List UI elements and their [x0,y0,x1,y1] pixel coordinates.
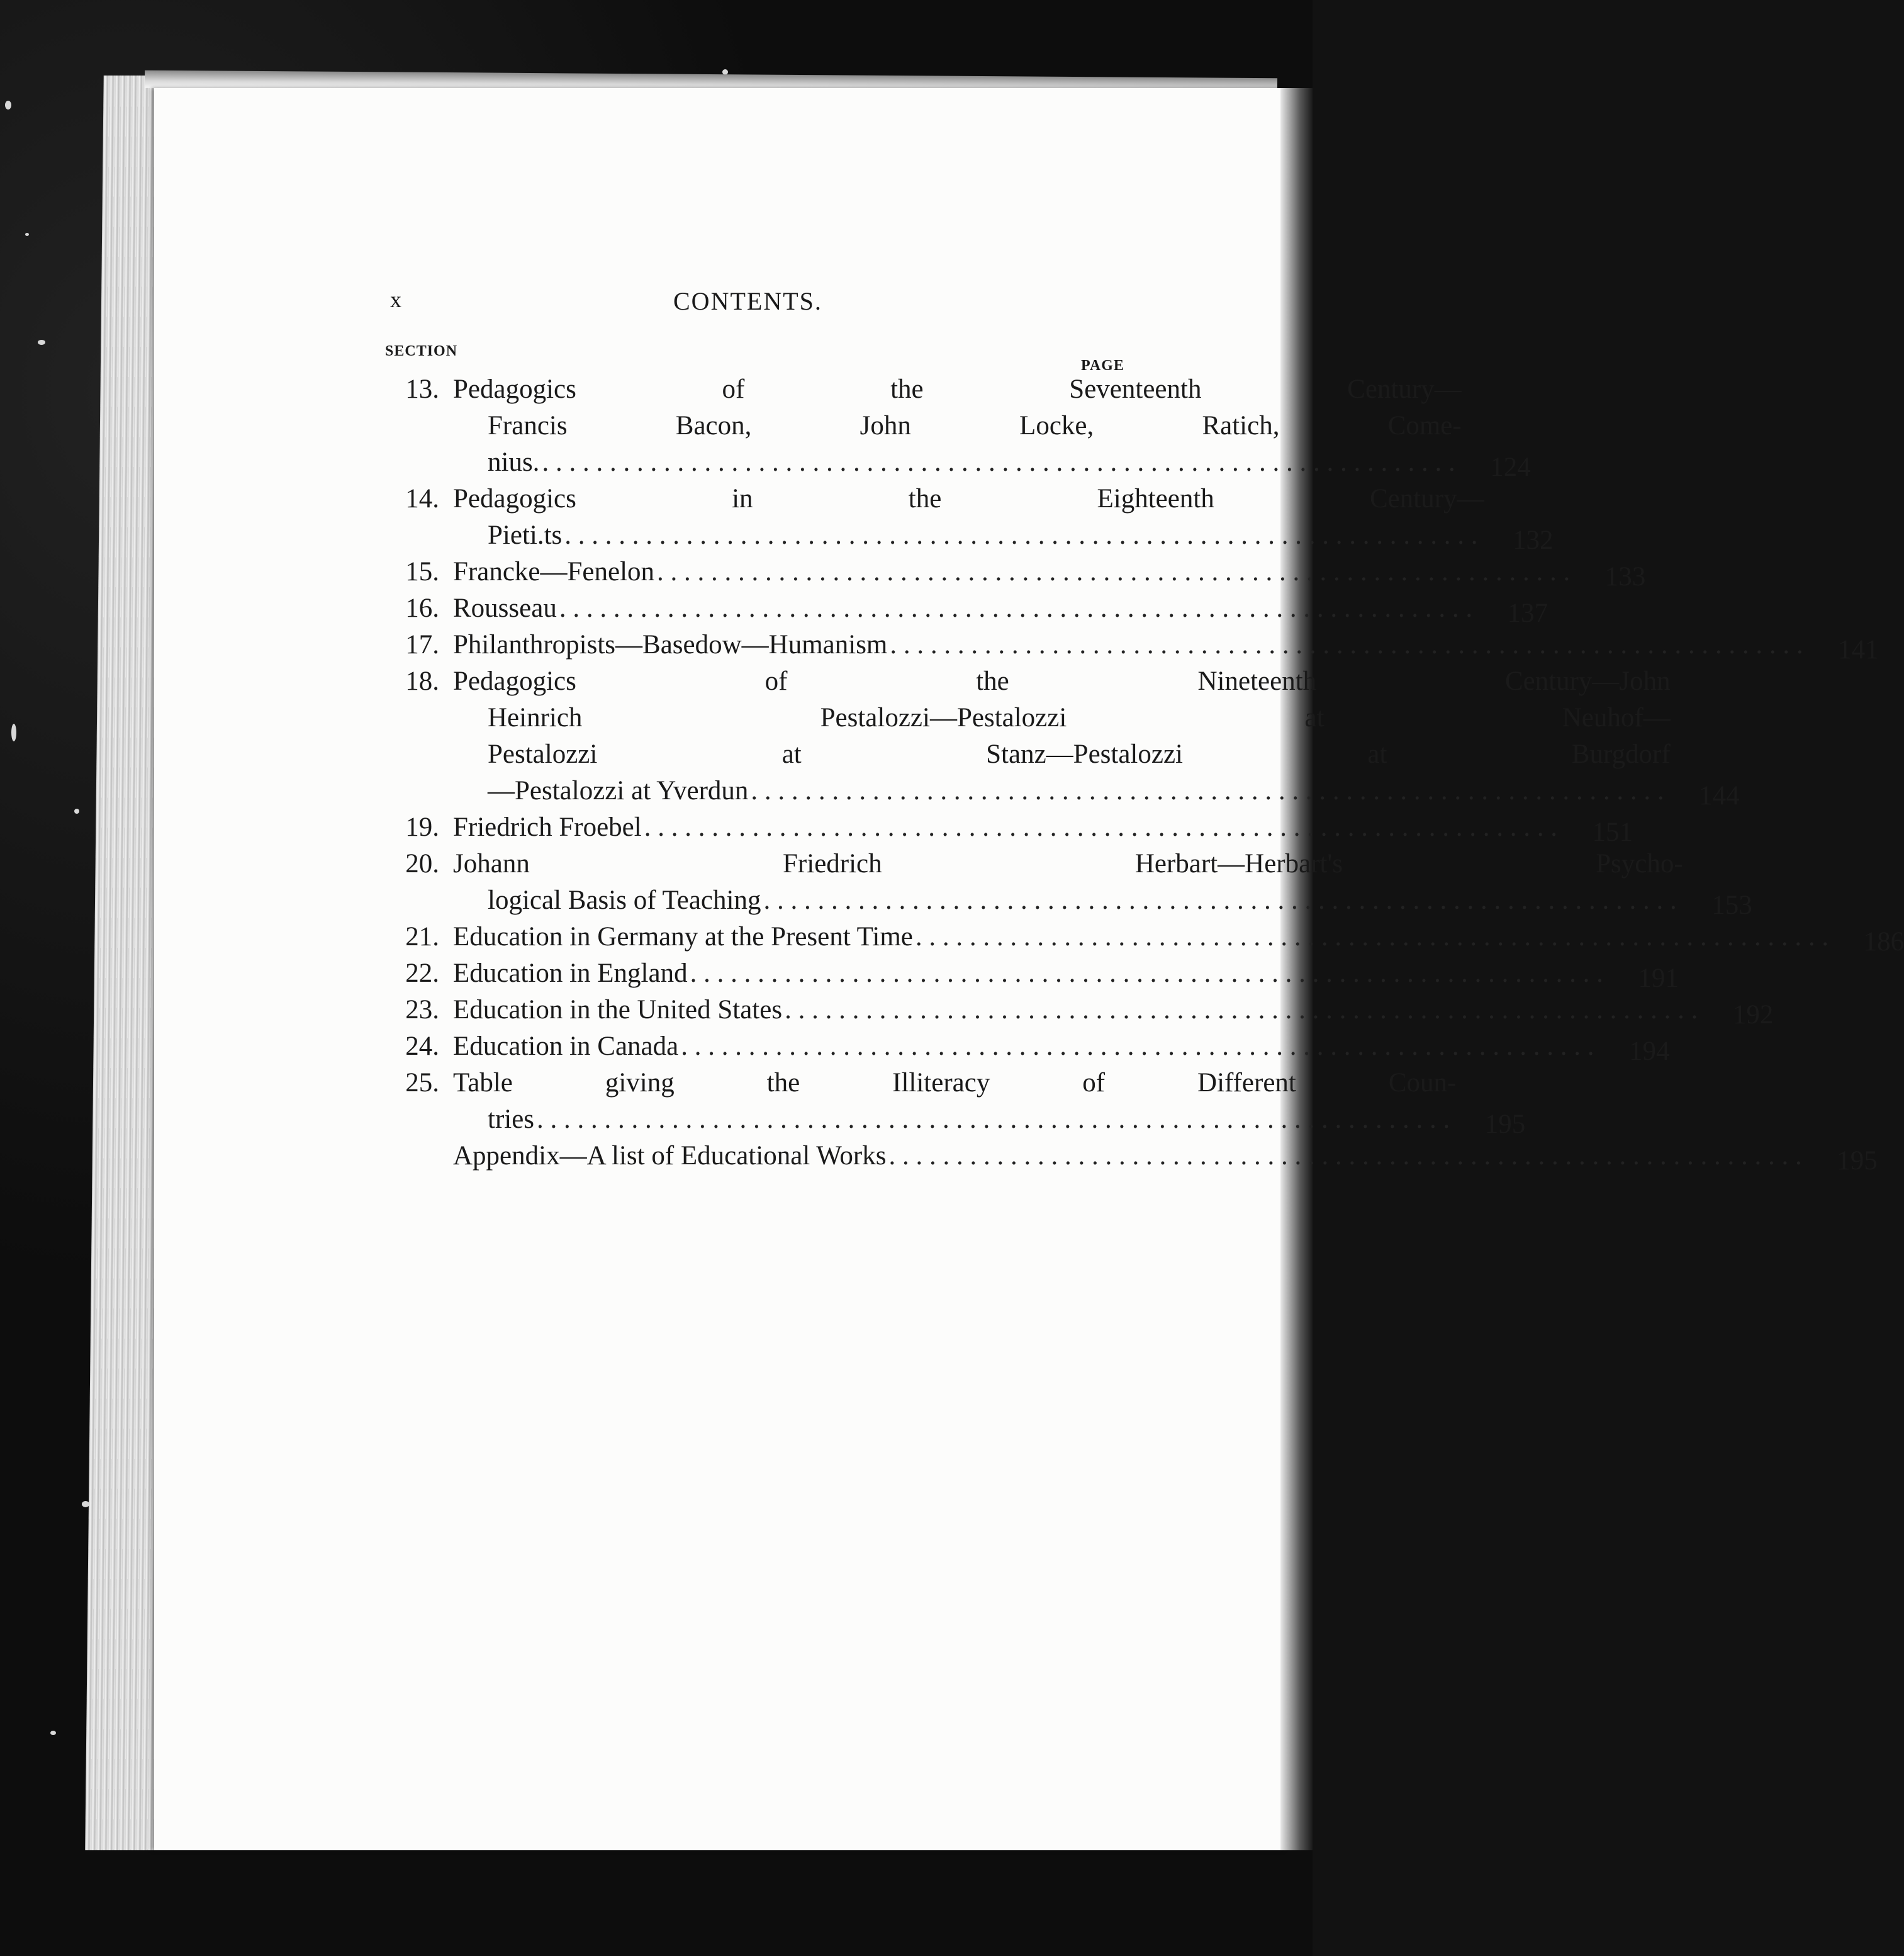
entry-body [453,846,1752,919]
dot-leader [681,1028,1594,1065]
entry-title-line: Johann Friedrich Herbart—Herbart's Psycho- [453,849,1683,879]
toc-entry [396,919,1904,957]
page-number: 151 [1592,818,1633,847]
section-number: 17. [405,630,439,660]
page-number: 153 [1711,891,1752,920]
section-number: 18. [405,666,439,696]
toc-entry [396,481,1554,555]
section-number: 15. [405,557,439,587]
entry-title-line: Table giving the Illiteracy of Different Coun- [453,1068,1457,1098]
entry-title-line: Pedagogics of the Nineteenth Century—John [453,666,1671,696]
entry-title-line: nius. [488,447,540,477]
dust-speck [50,1731,56,1735]
dot-leader [751,773,1664,809]
dust-speck [74,809,79,814]
section-column-header: SECTION [385,343,458,359]
page-number: 133 [1604,562,1646,592]
section-number: 13. [405,374,439,404]
section-number: 16. [405,593,439,623]
entry-title-line: Pedagogics in the Eighteenth Century— [453,484,1484,514]
entry-title-line: Philanthropists—Basedow—Humanism [453,630,888,660]
page-number: 124 [1490,452,1531,482]
page-number: 195 [1484,1110,1526,1139]
page-column-header: PAGE [1081,357,1124,374]
entry-final-line [453,955,1610,992]
page-number: 195 [1837,1146,1878,1176]
table-of-contents [396,371,1904,1176]
toc-entry [396,992,1774,1030]
section-number: 24. [405,1031,439,1061]
toc-entry [396,955,1679,993]
entry-title-line: Francke—Fenelon [453,557,655,587]
dust-speck [5,101,11,110]
dot-leader [690,955,1603,992]
entry-title-line: Education in England [453,958,688,988]
toc-entry [396,627,1879,665]
entry-final-line [453,554,1576,590]
entry-final-line [453,809,1564,846]
entry-final-line [453,517,1484,554]
entry-title-line: Rousseau [453,593,557,623]
entry-title-line: tries [488,1104,535,1134]
dot-leader [785,992,1698,1028]
dot-leader [657,554,1570,590]
entry-final-line [453,627,1810,663]
page-number: 191 [1638,964,1679,993]
entry-title-line: Heinrich Pestalozzi—Pestalozzi at Neuhof— [488,703,1671,733]
dot-leader [542,444,1455,481]
dot-leader [564,517,1477,554]
entry-final-line [453,773,1671,809]
entry-title-line: Francis Bacon, John Locke, Ratich, Come- [488,411,1462,441]
entry-body [453,590,1548,627]
entry-final-line [453,590,1479,627]
toc-entry [396,554,1646,592]
dot-leader [763,882,1676,919]
page-number: 194 [1628,1037,1670,1066]
entry-title-line: Education in the United States [453,995,783,1025]
entry-final-line [453,1138,1808,1174]
entry-title-line: Pedagogics of the Seventeenth Century— [453,374,1462,404]
page-number: 132 [1513,526,1554,555]
entry-body [453,1028,1669,1065]
section-number: 19. [405,812,439,842]
dot-leader [890,627,1803,663]
entry-final-line [453,1028,1600,1065]
toc-entry [396,1028,1670,1066]
entry-title-line: Pieti.ts [488,520,563,550]
dot-leader [559,590,1472,627]
entry-body [453,663,1740,809]
entry-final-line [453,992,1704,1028]
entry-final-line [453,919,1835,955]
section-number: 25. [405,1068,439,1098]
entry-title-line: —Pestalozzi at Yverdun [488,776,749,806]
entry-title-line: Pestalozzi at Stanz—Pestalozzi at Burgdorf [488,739,1671,769]
section-number: 23. [405,995,439,1025]
dot-leader [537,1101,1450,1138]
section-number: 22. [405,958,439,988]
toc-entry [396,1065,1526,1139]
entry-title-line: Education in Canada [453,1031,679,1061]
entry-body [453,627,1879,663]
page-title: CONTENTS. [673,287,822,315]
toc-entry [396,590,1548,628]
page-number: 141 [1838,635,1879,665]
entry-final-line [453,444,1462,481]
dot-leader [916,919,1828,955]
entry-body [453,955,1679,992]
entry-title-line: Appendix—A list of Educational Works [453,1141,887,1171]
section-number: 14. [405,484,439,514]
dust-speck [11,724,16,741]
dot-leader [644,809,1557,846]
dust-speck [25,233,29,236]
entry-body [453,1065,1525,1138]
page-number-roman: x [390,287,401,312]
entry-final-line [453,882,1683,919]
entry-body [453,809,1633,846]
entry-body [453,1138,1878,1174]
entry-body [453,554,1645,590]
page-number: 137 [1507,599,1548,628]
section-number: 20. [405,849,439,879]
entry-body [453,992,1773,1028]
entry-final-line [453,1101,1456,1138]
page-number: 186 [1863,927,1904,957]
entry-body [453,371,1531,481]
toc-entry [396,809,1633,847]
entry-title-line: Friedrich Froebel [453,812,642,842]
toc-entry [396,1138,1878,1176]
toc-entry [396,846,1752,920]
toc-entry [396,663,1740,811]
dot-leader [888,1138,1801,1174]
entry-body [453,481,1554,554]
section-number: 21. [405,922,439,952]
page-number: 192 [1732,1000,1774,1030]
entry-body [453,919,1904,955]
page-number: 144 [1699,781,1740,811]
dust-speck [38,340,45,345]
toc-entry [396,371,1531,482]
entry-title-line: logical Basis of Teaching [488,885,761,915]
entry-title-line: Education in Germany at the Present Time [453,922,913,952]
